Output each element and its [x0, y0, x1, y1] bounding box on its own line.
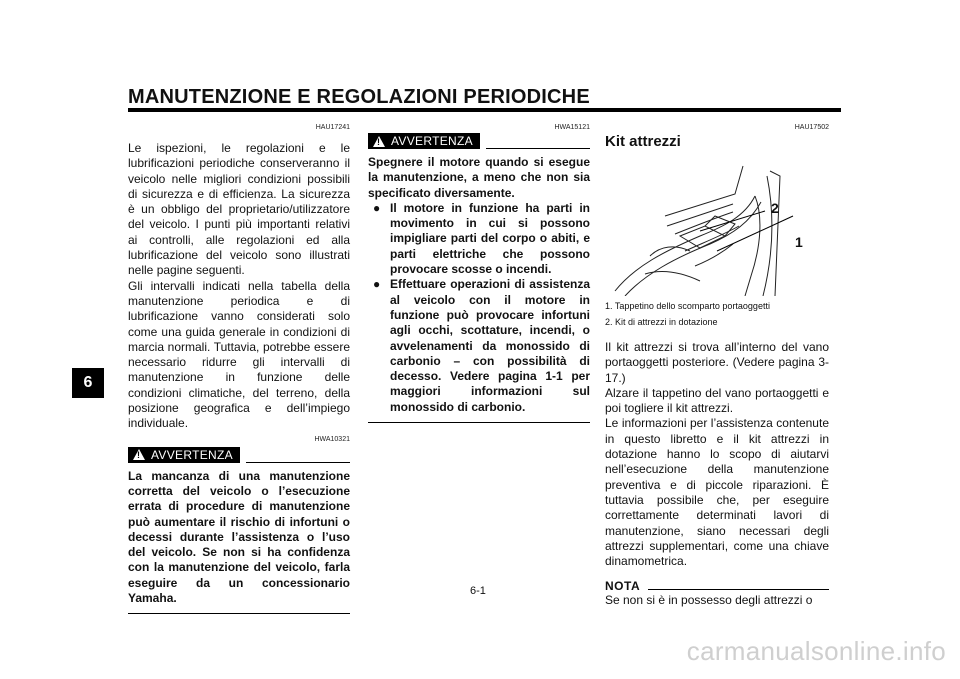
section-code: HAU17502: [794, 124, 829, 131]
warning-badge: [128, 447, 240, 463]
warning-end-rule: [368, 422, 590, 423]
list-item: ● Effettuare operazioni di assistenza al veicolo con il motore in funzione può provocare infortuni agli occhi, scottature, incendi, o avvelenamenti da monossido di carbonio – con possibilità di decesso. Vedere pagina 1-1 per maggiori informazioni sul monossido di carbonio.: [370, 277, 590, 415]
page-title: MANUTENZIONE E REGOLAZIONI PERIODICHE: [128, 86, 590, 108]
nota-header: [605, 579, 829, 593]
callout-label: 1: [795, 234, 803, 250]
warning-rule: [246, 462, 350, 463]
warning-rule: [486, 148, 590, 149]
warning-header: [368, 133, 590, 149]
warning-end-rule: [128, 613, 350, 614]
warning-code: HWA10321: [314, 435, 350, 443]
body-paragraph: Il kit attrezzi si trova all’interno del vano portaoggetti posteriore. (Vedere pagina 3-17.): [605, 340, 829, 385]
toolkit-illustration: [605, 156, 829, 296]
body-paragraph: Le informazioni per l’assistenza contenute in questo libretto e il kit attrezzi in dotazione hanno lo scopo di aiutarvi nell’esecuzione della manutenzione preventiva e di piccole riparazioni. È tuttavia possibile che, per eseguire correttamente determinati lavori di manutenzione, siano necessari degli attrezzi supplementari, come una chiave dinamometrica.: [605, 416, 829, 569]
warning-triangle-icon: !: [133, 449, 145, 460]
warning-code: HWA15121: [554, 124, 590, 131]
caption-line: 1. Tappetino dello scomparto portaoggetti: [605, 301, 770, 311]
section-code: HAU17241: [315, 124, 350, 131]
body-paragraph: Alzare il tappetino del vano portaoggetti e poi togliere il kit attrezzi.: [605, 385, 829, 416]
warning-header: [128, 447, 350, 463]
figure-caption: [605, 298, 829, 330]
title-rule: [128, 108, 841, 112]
column-1: [128, 116, 350, 614]
warning-label: AVVERTENZA: [391, 134, 473, 148]
column-2: [368, 116, 590, 423]
warning-triangle-icon: !: [373, 136, 385, 147]
column-3: [605, 116, 829, 609]
watermark: carmanualsonline.info: [686, 636, 946, 666]
nota-rule: [648, 589, 829, 590]
warning-intro: Spegnere il motore quando si esegue la manutenzione, a meno che non sia specificato diversamente.: [368, 155, 590, 200]
warning-bullets: [368, 201, 590, 415]
warning-text: La mancanza di una manutenzione corretta del veicolo o l’esecuzione errata di procedure di manutenzione può aumentare il rischio di infortuni o decessi durante l’assistenza o l’uso del veicolo. Se non si ha confidenza con la manutenzione del veicolo, farla eseguire da un concessionario Yamaha.: [128, 468, 350, 606]
nota-label: NOTA: [605, 579, 641, 594]
list-item: ● Il motore in funzione ha parti in movimento in cui si possono impigliare parti del corpo o abiti, e parti elettriche che possono provocare scosse o incendi.: [370, 201, 590, 277]
intro-paragraph: Le ispezioni, le regolazioni e le lubrificazioni periodiche conserveranno il veicolo nelle migliori condizioni possibili di sicurezza e di efficienza. La sicurezza è un obbligo del proprietario/utilizzatore del veicolo. I punti più importanti relativi ai controlli, alle regolazioni ed alla lubrificazione del veicolo sono illustrati nelle pagine seguenti.: [128, 141, 350, 278]
interval-paragraph: Gli intervalli indicati nella tabella della manutenzione periodica e di lubrificazione vanno considerati solo come una guida generale in condizioni di marcia normali. Tuttavia, potrebbe essere necessario ridurre gli intervalli di manutenzione in funzione delle condizioni climatiche, del terreno, della posizione geografica e dell’impiego individuale.: [128, 278, 350, 431]
chapter-tab: 6: [72, 368, 104, 398]
caption-line: 2. Kit di attrezzi in dotazione: [605, 317, 718, 327]
warning-label: AVVERTENZA: [151, 447, 233, 462]
warning-badge: [368, 133, 480, 149]
section-title: Kit attrezzi: [605, 133, 681, 150]
nota-text: Se non si è in possesso degli attrezzi o: [605, 593, 813, 608]
callout-label: 2: [771, 200, 779, 216]
toolkit-illustration-drawing: [605, 156, 829, 296]
page-number: 6-1: [470, 585, 486, 597]
